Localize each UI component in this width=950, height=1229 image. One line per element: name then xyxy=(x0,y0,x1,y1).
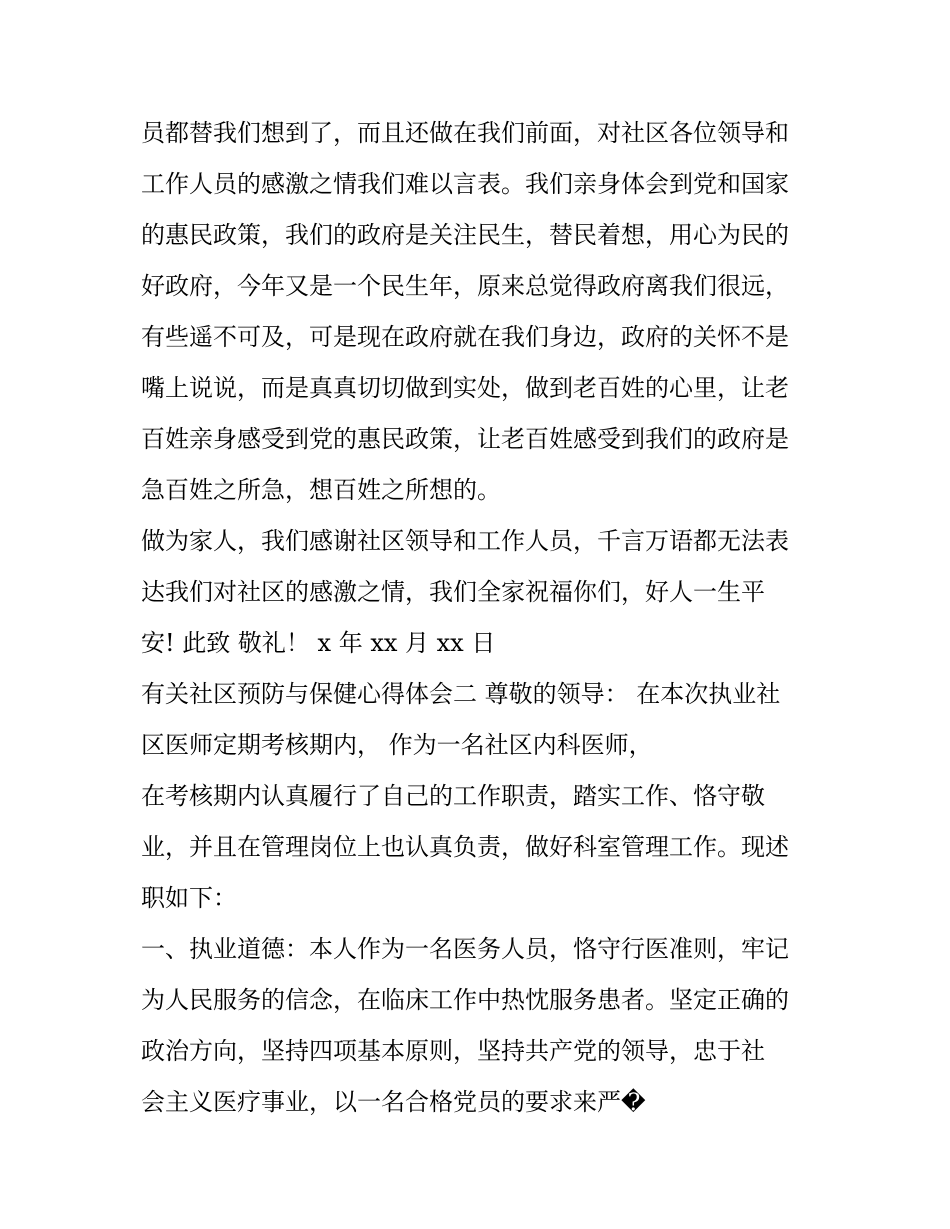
text-line: 在考核期内认真履行了自己的工作职责，踏实工作、恪守敬 xyxy=(141,782,765,810)
text-line: 达我们对社区的感激之情，我们全家祝福你们，好人一生平 xyxy=(141,578,765,606)
text-line: 区医师定期考核期内， 作为一名社区内科医师， xyxy=(141,731,653,759)
text-line: 职如下： xyxy=(141,884,237,912)
document-body xyxy=(141,108,821,1128)
text-line: 一、执业道德：本人作为一名医务人员，恪守行医准则，牢记 xyxy=(141,935,789,963)
text-line: 业，并且在管理岗位上也认真负责，做好科室管理工作。现述 xyxy=(141,833,789,861)
text-line: 安! 此致 敬礼！ x 年 xx 月 xx 日 xyxy=(141,629,496,657)
text-line: 有关社区预防与保健心得体会二 尊敬的领导： 在本次执业社 xyxy=(141,680,781,708)
text-line: 员都替我们想到了，而且还做在我们前面，对社区各位领导和 xyxy=(141,119,789,147)
text-line: 做为家人，我们感谢社区领导和工作人员，千言万语都无法表 xyxy=(141,527,789,555)
text-line: 有些遥不可及，可是现在政府就在我们身边，政府的关怀不是 xyxy=(141,323,789,351)
text-line: 嘴上说说，而是真真切切做到实处，做到老百姓的心里，让老 xyxy=(141,374,789,402)
text-line: 为人民服务的信念，在临床工作中热忱服务患者。坚定正确的 xyxy=(141,986,789,1014)
text-line: 会主义医疗事业，以一名合格党员的要求来严� xyxy=(141,1088,646,1116)
text-line: 的惠民政策，我们的政府是关注民生，替民着想，用心为民的 xyxy=(141,221,789,249)
text-line: 好政府，今年又是一个民生年，原来总觉得政府离我们很远， xyxy=(141,272,789,300)
text-line: 百姓亲身感受到党的惠民政策，让老百姓感受到我们的政府是 xyxy=(141,425,789,453)
text-line: 急百姓之所急，想百姓之所想的。 xyxy=(141,476,501,504)
text-line: 工作人员的感激之情我们难以言表。我们亲身体会到党和国家 xyxy=(141,170,789,198)
text-line: 政治方向，坚持四项基本原则，坚持共产党的领导，忠于社 xyxy=(141,1037,765,1065)
